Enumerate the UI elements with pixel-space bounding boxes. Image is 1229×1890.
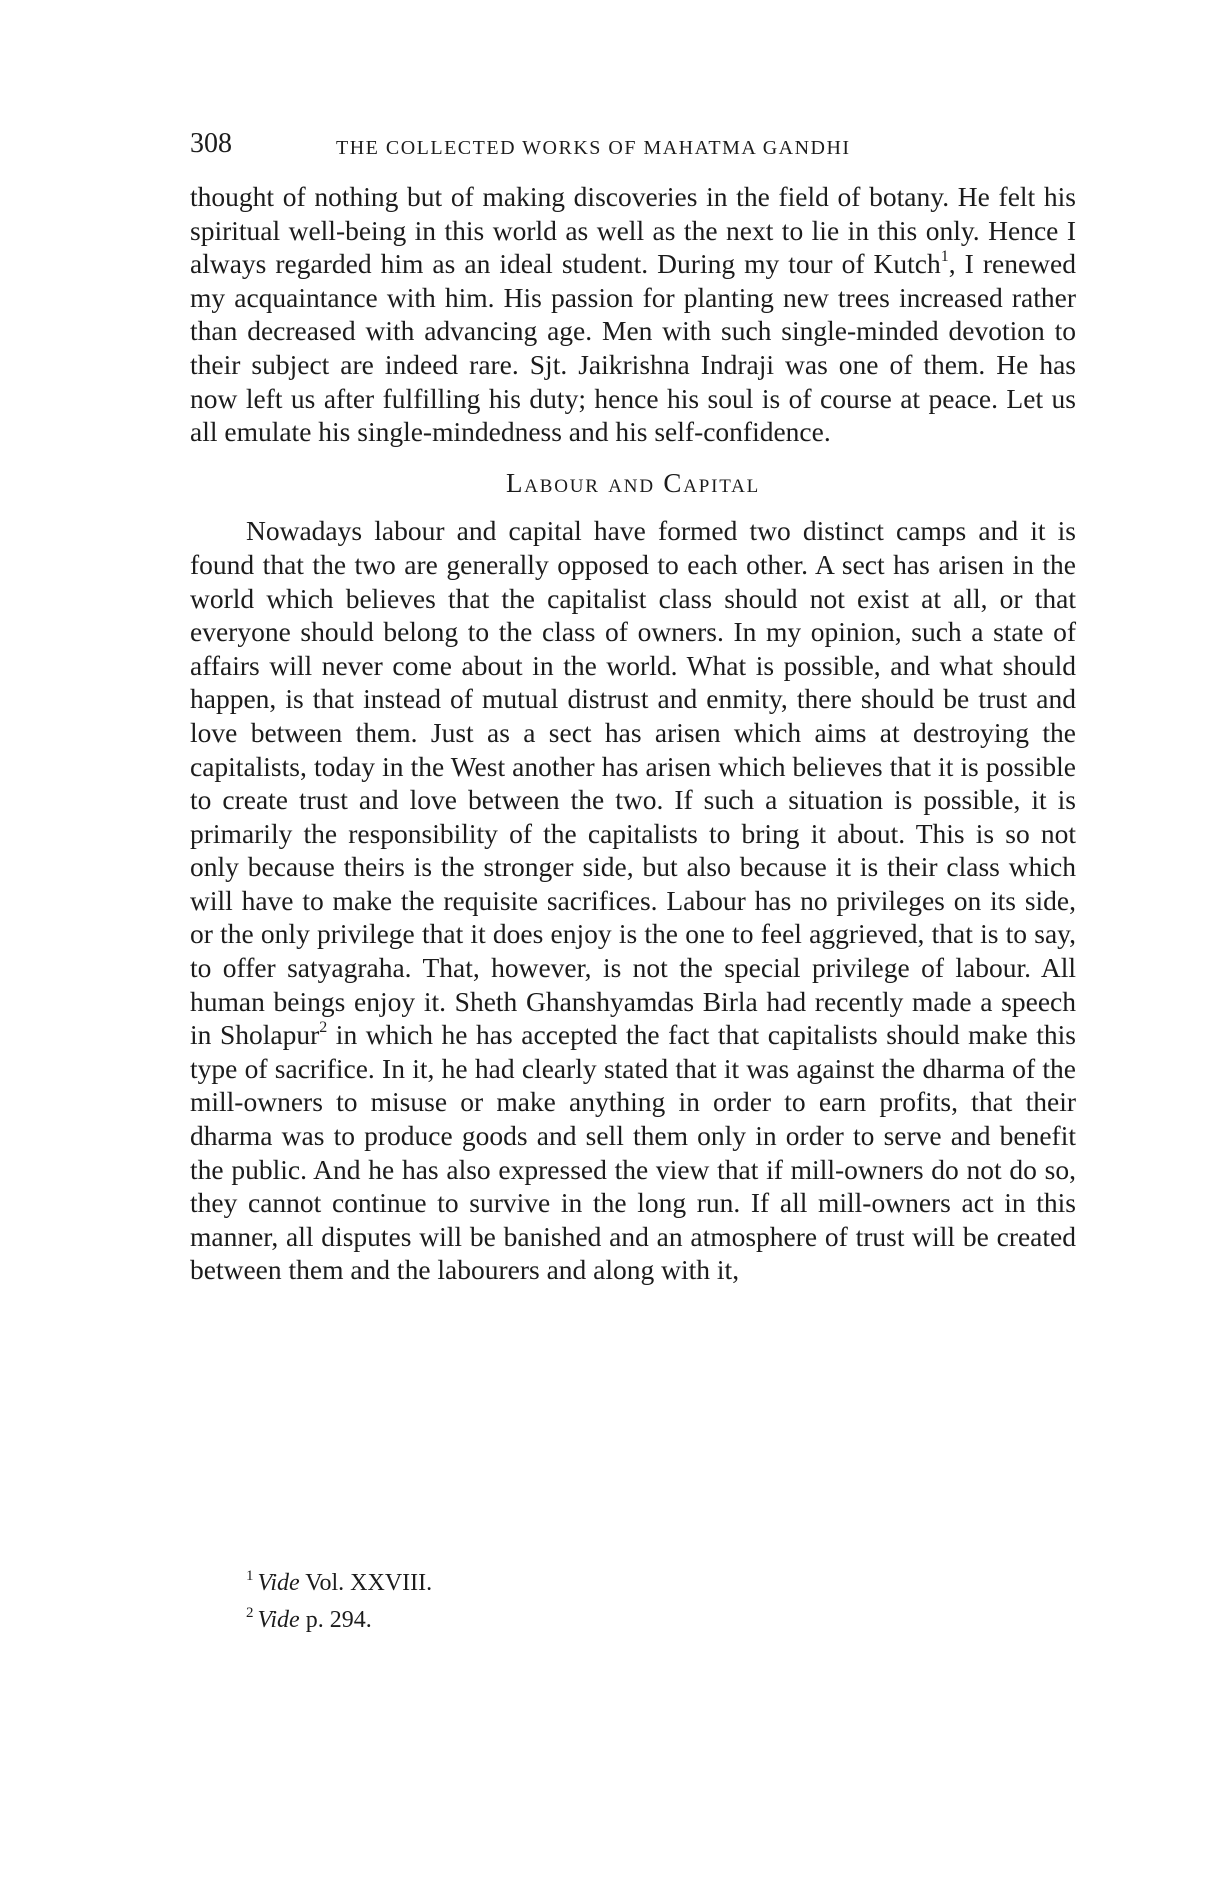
body-text [190, 180, 1076, 1287]
footnote-reference: 2 [319, 1019, 328, 1037]
footnote-text: p. 294. [299, 1607, 372, 1633]
page-header [190, 128, 1080, 168]
running-head: THE COLLECTED WORKS OF MAHATMA GANDHI [336, 137, 851, 159]
footnote [246, 1566, 432, 1603]
page-number: 308 [190, 128, 232, 159]
footnotes [246, 1566, 432, 1640]
footnote-mark: 1 [246, 1568, 254, 1584]
paragraph-text: Nowadays labour and capital have formed two distinct camps and it is found that the two are generally opposed to each other. A sect has arisen in the world which believes that the capitalist class should not exist at all, or that everyone should belong to the class of owners. In my opinion, such a state of affairs will never come about in the world. What is possible, and what should happen, is that instead of mutual distrust and enmity, there should be trust and love between them. Just as a sect has arisen which aims at destroying the capitalists, today in the West another has arisen which believes that it is possible to create trust and love between the two. If such a situation is possible, it is primarily the responsibility of the capitalists to bring it about. This is so not only because theirs is the stronger side, but also because it is their class which will have to make the requisite sacrifices. Labour has no privileges on its side, or the only privilege that it does enjoy is the one to feel aggrieved, that is to say, to offer satyagraha. That, however, is not the special privilege of labour. All human beings enjoy it. Sheth Ghanshyamdas Birla had recently made a speech in Sholapur [190, 515, 1076, 1051]
section-heading: Labour and Capital [505, 467, 761, 498]
paragraph-text: , I renewed my acquaintance with him. His passion for planting new trees increased rather than decreased with advancing age. Men with such single-minded devotion to their subject are indeed rare. Sjt. Jaikrishna Indraji was one of them. He has now left us after fulfilling his duty; hence his soul is of course at peace. Let us all emulate his single-mindedness and his self-confidence. [190, 248, 1076, 448]
footnote-vide: Vide [257, 1607, 300, 1633]
footnote [246, 1603, 432, 1640]
footnote-mark: 2 [246, 1605, 254, 1621]
footnote-vide: Vide [257, 1570, 300, 1596]
paragraph [190, 180, 1076, 449]
footnote-reference: 1 [940, 248, 949, 266]
footnote-text: Vol. XXVIII. [299, 1570, 433, 1596]
paragraph [190, 514, 1076, 1287]
paragraph-text: thought of nothing but of making discoveries in the field of botany. He felt his spiritual well-being in this world as well as the next to lie in this only. Hence I always regarded him as an ideal student. During my tour of Kutch [190, 181, 1076, 280]
paragraph-text: in which he has accepted the fact that capitalists should make this type of sacrifice. In it, he had clearly stated that it was against the dharma of the mill-owners to misuse or make anything in order to earn profits, that their dharma was to produce goods and sell them only in order to serve and benefit the public. And he has also expressed the view that if mill-owners do not do so, they cannot continue to survive in the long run. If all mill-owners act in this manner, all disputes will be banished and an atmosphere of trust will be created between them and the labourers and along with it, [190, 1019, 1076, 1286]
